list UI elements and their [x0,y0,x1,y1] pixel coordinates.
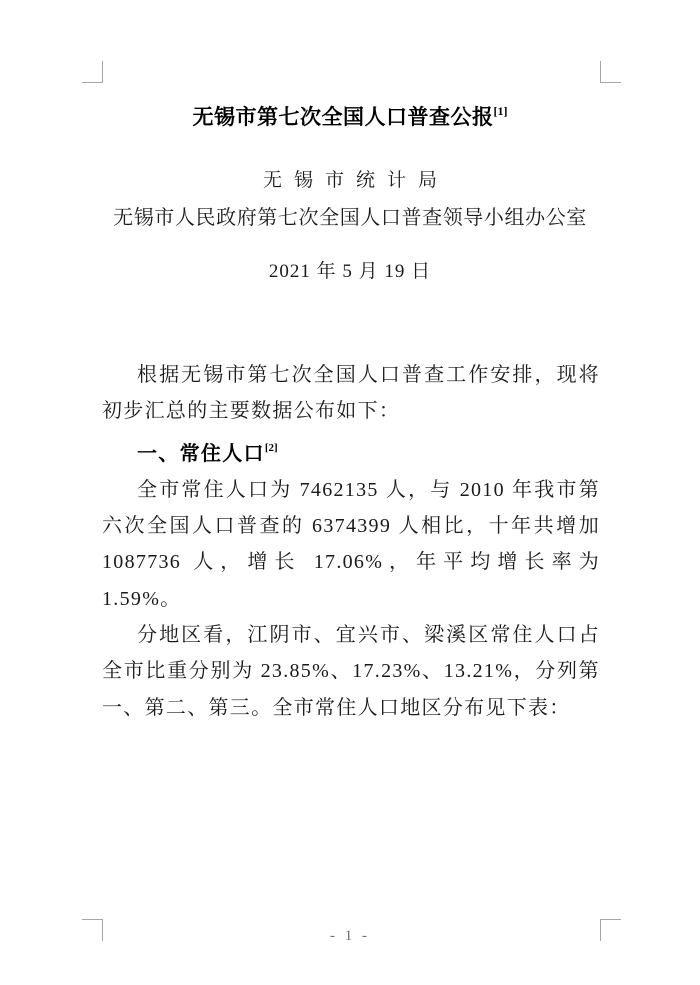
title-footnote-superscript: [1] [493,104,508,118]
issuer-statistics-bureau: 无锡市统计局 [262,170,449,191]
document-title [0,101,700,131]
document-title-text: 无锡市第七次全国人口普查公报 [192,105,494,129]
page-number: - 1 - [330,928,370,944]
section-heading-resident-population [102,430,600,472]
population-total-paragraph: 全市常住人口为 7462135 人，与 2010 年我市第六次全国人口普查的 6374399 人相比，十年共增加 1087736 人，增长 17.06%，年平均增长率为 1.59%。 [102,478,600,610]
document-body [102,357,600,726]
crop-mark-top-left [82,61,103,83]
issuer-census-leading-group-office: 无锡市人民政府第七次全国人口普查领导小组办公室 [113,207,587,229]
population-by-region-paragraph: 分地区看，江阴市、宜兴市、梁溪区常住人口占全市比重分别为 23.85%、17.23%、13.21%，分列第一、第二、第三。全市常住人口地区分布见下表： [102,624,600,719]
crop-mark-top-right [600,61,621,83]
section-footnote-superscript: [2] [264,441,278,454]
section-heading-text: 一、常住人口 [137,442,265,465]
intro-paragraph: 根据无锡市第七次全国人口普查工作安排，现将初步汇总的主要数据公布如下： [102,364,600,423]
publication-date: 2021 年 5 月 19 日 [268,261,432,282]
